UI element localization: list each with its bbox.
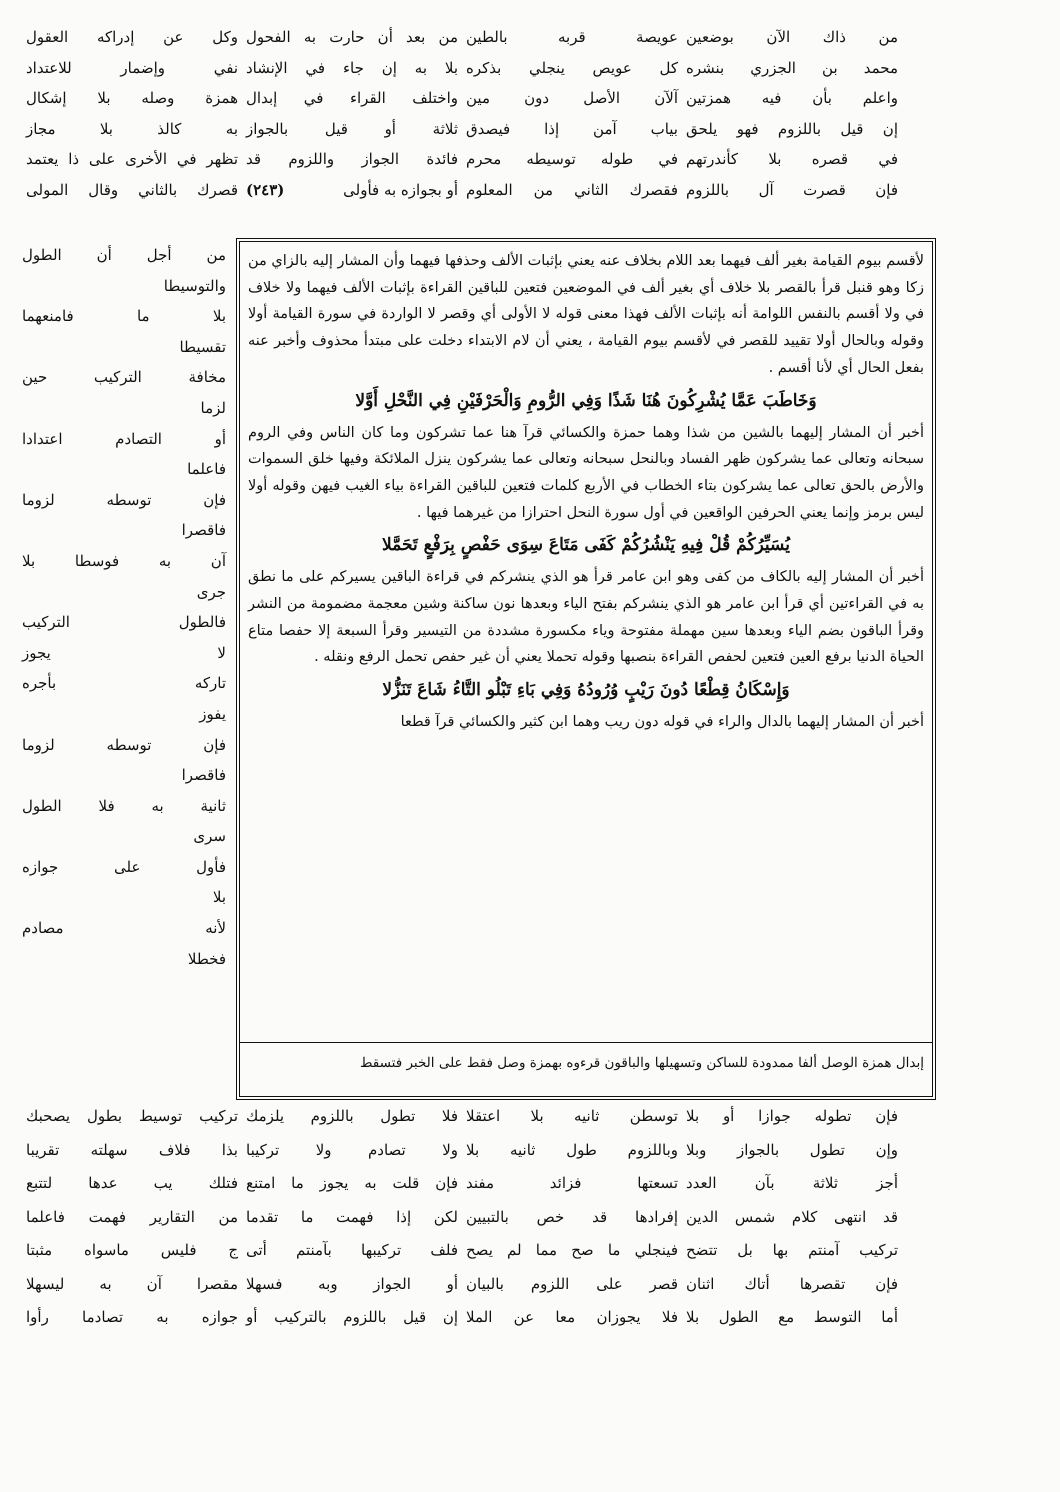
side-verse-line: ثانية به فلا الطول xyxy=(22,796,226,815)
verse-line: ولا تصادم ولا تركيبا xyxy=(246,1140,458,1159)
verse-line: فإن تقصرها أتاك اثنان xyxy=(686,1274,898,1293)
verse-line: فلف تركيبها بآمنتم أتى xyxy=(246,1241,458,1259)
verse-line: في طوله توسيطه محرم xyxy=(466,150,678,168)
side-verse-column xyxy=(18,240,230,1100)
side-verse-line: مخافة التركيب حين xyxy=(22,368,226,387)
side-verse-line: تاركه بأجره xyxy=(22,674,226,693)
verse-line: كل عويص ينجلي بذكره xyxy=(466,58,678,77)
verse-line: واختلف القراء في إبدال xyxy=(246,89,458,107)
verse-line: بذا فلاف سهلته تقريبا xyxy=(26,1140,238,1159)
side-verse-line: فاعلما xyxy=(187,460,226,479)
verse-line: واعلم بأن فيه همزتين xyxy=(686,89,898,107)
verse-line: قصرك بالثاني وقال المولى xyxy=(26,180,238,199)
verse-line: لكن إذا فهمت ما تقدما xyxy=(246,1207,458,1226)
verse-line: فإن قلت به يجوز ما امتنع xyxy=(246,1174,458,1192)
verse-line: جوازه به تصادما رأوا xyxy=(26,1308,238,1326)
bottom-column-3 xyxy=(242,1100,462,1335)
verse-line: تسعتها فزائد مفند xyxy=(466,1174,678,1192)
commentary-paragraph: أخبر أن المشار إليهما بالشين من شذا وهما حمزة والكسائي قرآ هنا عما تشركون وما كان الناس وفي الروم سبحانه وتعالى عما يشركون ظهر الفساد وبالنحل سبحانه وتعالى عما يشركون ينزل الملائكة وفيها خلق السموات والأرض بالحق تعالى عما يشركون بتاء الخطاب في الأربع كلمات فتعين للباقين القراءة بياء الغيب فيهن وقوله أولا ليس برمز وإنما يعني الحرفين الواقعين في أول سورة النحل احترازا من غيرهما فيها . xyxy=(248,424,924,521)
top-verse-grid xyxy=(22,22,902,205)
side-verse-line: لا يجوز xyxy=(22,643,226,662)
side-verse-line: أو التصادم اعتدادا xyxy=(22,429,226,448)
verse-line: فلا يجوزان معا عن الملا xyxy=(466,1308,678,1326)
verse-line: عويصة قربه بالطين xyxy=(466,28,678,46)
commentary-text xyxy=(248,248,924,736)
footnote-text: إبدال همزة الوصل ألفا ممدودة للساكن وتسهيلها والباقون قرءوه بهمزة وصل فقط على الخبر فتسقط xyxy=(359,1055,924,1071)
verse-line: همزة وصله بلا إشكال xyxy=(26,89,238,107)
verse-line: إفرادها قد خص بالتبيين xyxy=(466,1207,678,1226)
verse-line: تركيب توسيط بطول يصحبك xyxy=(26,1107,238,1125)
quoted-verse: يُسَيِّرُكُمْ قُلْ فِيهِ يَنْشُرُكُمْ كَفَى مَتَاعَ سِوَى حَفْصٍ بِرَفْعٍ تَحَمَّلا xyxy=(382,535,790,556)
side-verse-line: جرى xyxy=(196,582,226,601)
quoted-verse: وَإِسْكَانُ قِطْعًا دُونَ رَيْبٍ وُرُودُهُ وَفِي بَاءِ تَبْلُو التَّاءُ شَاعَ تَنَزُّلا xyxy=(382,680,790,701)
verse-line: فإن قصرت آل باللزوم xyxy=(686,180,898,199)
side-verse-line: فخطلا xyxy=(187,949,226,968)
verse-line: مقصرا آن به ليسهلا xyxy=(26,1274,238,1293)
side-verse-line: بلا xyxy=(212,888,226,907)
quoted-verse: وَخَاطَبَ عَمَّا يُشْرِكُونَ هُنَا شَذًا وَفِي الرُّومِ وَالْحَرْفَيْنِ فِي النَّحْلِ أَوَّلا xyxy=(355,390,817,411)
side-verse-line: بلا ما فامنعهما xyxy=(22,307,226,326)
verse-line: أو الجواز وبه فسهلا xyxy=(246,1274,458,1293)
verse-line: أما التوسط مع الطول بلا xyxy=(686,1308,898,1326)
verse-line: من بعد أن حارت به الفحول xyxy=(246,28,458,46)
verse-line: فإن تطوله جوازا أو بلا xyxy=(686,1107,898,1125)
verse-line: تظهر في الأخرى على ذا يعتمد xyxy=(26,150,238,168)
verse-line: بلا به إن جاء في الإنشاد xyxy=(246,58,458,77)
side-verse-line: آن به فوسطا بلا xyxy=(22,551,226,570)
verse-line: قد انتهى كلام شمس الدين xyxy=(686,1207,898,1226)
commentary-box xyxy=(236,238,936,1100)
verse-line: فينجلي ما صح مما لم يصح xyxy=(466,1241,678,1259)
verse-line: آلآن الأصل دون مين xyxy=(466,89,678,107)
bottom-column-2 xyxy=(462,1100,682,1335)
side-verse-line: تقسيطا xyxy=(179,337,226,356)
verse-line: محمد بن الجزري بنشره xyxy=(686,58,898,77)
top-column-2 xyxy=(462,22,682,205)
verse-line: تركيب آمنتم بها بل تتضح xyxy=(686,1241,898,1259)
verse-line: وباللزوم طول ثانيه بلا xyxy=(466,1140,678,1159)
side-verse-line: والتوسيطا xyxy=(163,276,226,295)
side-verse-line: فإن توسطه لزوما xyxy=(22,735,226,754)
side-verse-line: فاقصرا xyxy=(181,766,226,785)
verse-line: إن قيل باللزوم بالتركيب أو xyxy=(246,1308,458,1326)
bottom-column-4 xyxy=(22,1100,242,1335)
verse-line: من ذاك الآن بوضعين xyxy=(686,28,898,46)
verse-line: وكل عن إدراكه العقول xyxy=(26,28,238,46)
side-verse-line: فالطول التركيب xyxy=(22,613,226,632)
verse-line: في قصره بلا كأندرتهم xyxy=(686,150,898,168)
side-verse-line: لزما xyxy=(200,398,226,417)
verse-line: فلا تطول باللزوم يلزمك xyxy=(246,1107,458,1125)
verse-line xyxy=(242,175,462,206)
bottom-column-1 xyxy=(682,1100,902,1335)
verse-line: ج فليس ماسواه مثبتا xyxy=(26,1241,238,1259)
page-number: (٢٤٣) xyxy=(246,180,285,199)
verse-line: فتلك يب عدها لتتبع xyxy=(26,1174,238,1192)
top-column-3 xyxy=(242,22,462,205)
side-verse-line: يفوز xyxy=(199,704,226,723)
verse-line: فائدة الجواز واللزوم قد xyxy=(246,150,458,168)
bottom-verse-grid xyxy=(22,1100,902,1335)
verse-line: به كالذ بلا مجاز xyxy=(26,119,238,138)
commentary-paragraph: أخبر أن المشار إليهما بالدال والراء في قوله دون ريب وهما ابن كثير والكسائي قرآ قطعا xyxy=(400,714,924,731)
verse-line: فقصرك الثاني من المعلوم xyxy=(466,180,678,199)
commentary-paragraph: أخبر أن المشار إليه بالكاف من كفى وهو ابن عامر قرأ هو الذي ينشركم في قراءة الباقين يسيركم على ما نطق به في القراءتين أي قرأ ابن عامر هو الذي ينشركم بفتح الياء وبعدها نون ساكنة وشين معجمة مضمومة من النشر وقرأ الباقون بضم الياء وبعدها سين مهملة مفتوحة وياء مكسورة مشددة من التيسير وقرأ السبعة إلا حفصا متاع الحياة الدنيا برفع العين فتعين لحفص القراءة بنصبها وقوله تحملا يعني أن غير حفص تحمل الرفع ونقله . xyxy=(248,569,924,666)
side-verse-line: سرى xyxy=(193,827,226,846)
top-column-1 xyxy=(682,22,902,205)
side-verse-line: فأول على جوازه xyxy=(22,857,226,876)
side-verse-line: من أجل أن الطول xyxy=(22,246,226,264)
commentary-paragraph: لأقسم بيوم القيامة بغير ألف فيهما بعد اللام بخلاف عنه يعني بإثبات الألف وحذفها فيهما وأن المشار إليه بالزاي من زكا وهو قنبل قرأ بالقصر بلا خلاف أي بغير ألف في الموضعين فتعين للباقين القراءة بإثبات الألف فيهما ولا خلاف في ولا أقسم بالنفس اللوامة أنه بإثبات الألف فهذا معنى قوله لا الأولى أي وقصر لا الواردة في سورة القيامة أولا وقوله وبالحال أولا تقييد للقصر في لأقسم بيوم القيامة ، يعني أن لام الابتداء دخلت على مبتدأ محذوف وأخبر عنه بفعل الحال أي لأنا أقسم . xyxy=(248,253,924,376)
verse-line: نفي وإضمار للاعتداد xyxy=(26,58,238,77)
footnote-divider xyxy=(240,1042,932,1043)
verse-line: أجز ثلاثة بآن العدد xyxy=(686,1174,898,1192)
verse-line: من التقارير فهمت فاعلما xyxy=(26,1207,238,1226)
verse-line: قصر على اللزوم بالبيان xyxy=(466,1274,678,1293)
side-verse-line: لأنه مصادم xyxy=(22,919,226,938)
verse-line: وإن تطول بالجواز وبلا xyxy=(686,1140,898,1159)
verse-line: بياب آمن إذا فيصدق xyxy=(466,119,678,138)
side-verse-line: فإن توسطه لزوما xyxy=(22,490,226,509)
verse-fragment: أو بجوازه به فأولى xyxy=(343,180,458,199)
verse-line: إن قيل باللزوم فهو يلحق xyxy=(686,119,898,138)
verse-line: ثلاثة أو قيل بالجواز xyxy=(246,119,458,138)
top-column-4 xyxy=(22,22,242,205)
side-verse-line: فاقصرا xyxy=(181,521,226,540)
verse-line: توسطن ثانيه بلا اعتقلا xyxy=(466,1107,678,1125)
